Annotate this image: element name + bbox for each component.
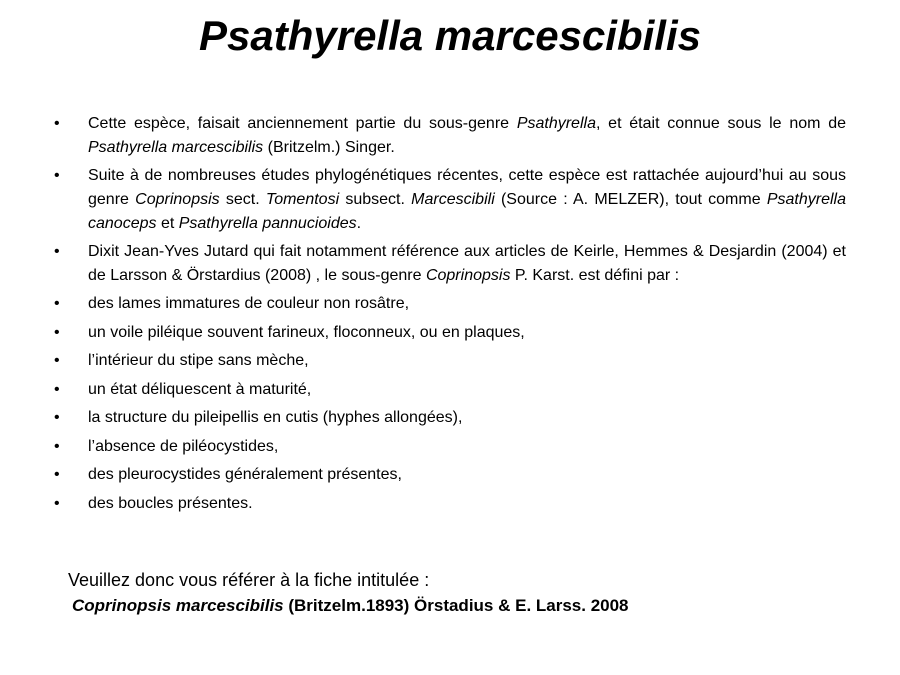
bullet-text: , et était connue sous le nom de — [595, 115, 847, 132]
bullet-text: l’absence de piléocystides, — [88, 437, 279, 455]
bullet-item — [50, 240, 846, 288]
bullet-text-italic: Psathyrella canoceps — [88, 191, 846, 232]
bullet-dot: • — [54, 323, 60, 341]
bullet-item — [50, 492, 846, 516]
bullet-text-italic: Tomentosi — [265, 191, 340, 208]
bullet-item — [50, 463, 846, 487]
bullet-text-italic: Psathyrella — [516, 115, 596, 132]
bullet-text: la structure du pileipellis en cutis (hyphes allongées), — [88, 409, 463, 426]
slide-title: Psathyrella marcescibilis — [199, 12, 701, 59]
bullet-text-italic: Coprinopsis — [135, 191, 220, 208]
bullet-text: un voile piléique souvent farineux, floconneux, ou en plaques, — [88, 323, 525, 341]
bullet-dot: • — [54, 295, 60, 312]
bullet-dot: • — [54, 380, 60, 398]
footer-intro: Veuillez donc vous référer à la fiche intitulée : — [68, 570, 430, 590]
bullet-dot: • — [54, 409, 60, 426]
bullet-item — [50, 435, 846, 459]
bullet-text-italic: Psathyrella pannucioides — [178, 215, 357, 232]
footer — [68, 567, 848, 619]
bullet-dot: • — [54, 494, 60, 512]
bullet-text: Suite à de nombreuses études phylogénétiques récentes, cette espèce est rattachée aujourd’hui au sous genre — [88, 167, 846, 208]
bullet-text-italic: Psathyrella marcescibilis — [88, 139, 264, 156]
bullet-text: des boucles présentes. — [88, 494, 253, 512]
footer-reference-name: Coprinopsis marcescibilis — [72, 596, 284, 615]
footer-reference — [68, 593, 848, 619]
bullet-list — [50, 112, 846, 520]
bullet-dot: • — [54, 437, 60, 455]
bullet-dot: • — [54, 466, 60, 483]
bullet-dot: • — [54, 115, 60, 132]
bullet-item — [50, 292, 846, 316]
bullet-dot: • — [54, 352, 60, 369]
bullet-text: (Britzelm.) Singer. — [263, 139, 395, 156]
bullet-item — [50, 112, 846, 160]
bullet-text: P. Karst. est défini par : — [510, 267, 680, 284]
bullet-text: Cette espèce, faisait anciennement partie du sous-genre — [88, 115, 517, 132]
bullet-text: sect. — [219, 191, 266, 208]
bullet-item — [50, 406, 846, 430]
bullet-text: . — [356, 215, 362, 232]
footer-reference-authors: (Britzelm.1893) Örstadius & E. Larss. 2008 — [283, 596, 629, 615]
bullet-text-italic: Coprinopsis — [425, 267, 511, 284]
bullet-item — [50, 349, 846, 373]
bullet-item — [50, 321, 846, 345]
bullet-text: un état déliquescent à maturité, — [88, 380, 312, 398]
bullet-item — [50, 164, 846, 236]
bullet-item — [50, 378, 846, 402]
bullet-text: subsect. — [339, 191, 412, 208]
bullet-dot: • — [54, 167, 60, 184]
bullet-text: des lames immatures de couleur non rosâtre, — [88, 295, 410, 312]
bullet-text-italic: Marcescibili — [411, 191, 495, 208]
bullet-text: des pleurocystides généralement présentes, — [88, 466, 402, 483]
bullet-dot: • — [54, 243, 60, 260]
bullet-text: l’intérieur du stipe sans mèche, — [88, 352, 309, 369]
bullet-text: (Source : A. MELZER), tout comme — [494, 191, 767, 208]
bullet-text: Dixit Jean-Yves Jutard qui fait notamment référence aux articles de Keirle, Hemmes & Desjardin (2004) et de Larsson & Örstardius (2008) , le sous-genre — [88, 243, 846, 284]
bullet-text: et — [156, 215, 179, 232]
